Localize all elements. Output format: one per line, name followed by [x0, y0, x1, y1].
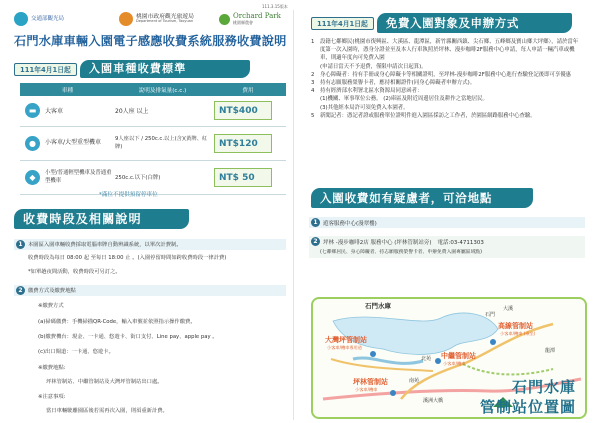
- time-item-2-text: 繳費方式及繳費地點: [28, 288, 76, 294]
- place-daxi: 大溪: [503, 306, 514, 312]
- list-item: 1 設籍七鄰鄉民(桃園市復興區、大溪區、龍潭區，新竹縣關西鎮、尖石鄉、五峰鄉及寶山鄉大坪鄉），請於當年度第一次入園時，憑身分證並至及本人行車執照於坪林、漫步咖啡2F服務中心申請，每人申請一輛汽車或機車，則適年度內可免費入園: [311, 39, 579, 62]
- place-nanyuan: 南苑: [409, 378, 420, 384]
- vehicle-type: 大客車: [45, 108, 64, 116]
- list-item: 4 持有經濟部水利署北區水資源局同意函者：: [311, 88, 423, 95]
- vehicle-type: 小客車/大型重型機車: [45, 139, 102, 146]
- vehicle-type: 小型/普通輕型機車及普通重型機車: [45, 170, 112, 184]
- orchard-park-sub: 桃園縣農會: [233, 19, 253, 25]
- contact-item-1-text: 遊客服務中心(漫翠樓): [323, 220, 377, 227]
- place-bridge: 溪洲大橋: [423, 398, 444, 404]
- scooter-icon: ◆: [25, 170, 40, 185]
- taoyuan-emblem-icon: [119, 12, 133, 26]
- fees-date-tag: 111年4月1日起: [14, 63, 77, 76]
- pay-methods-title: ※繳費方式: [38, 303, 64, 309]
- list-item: 2 身心障礙者：持有手冊或身心障礙卡等相關證明，至坪林-漫步咖啡2F服務中心進行查驗登記後即可享優惠: [311, 71, 572, 78]
- station-dawanping-sub: 小客車/機車專用道: [327, 345, 362, 350]
- map-title-line2: 管制站位置圖: [479, 398, 576, 416]
- col-description: 說明及排氣量(c.c.): [115, 83, 210, 96]
- version-text: 111.3.15版本: [262, 4, 288, 9]
- fees-section-header: [14, 60, 250, 78]
- vehicle-desc: 250c.c.以下(白牌): [115, 160, 210, 194]
- number-badge: 2: [311, 237, 320, 246]
- contact-phone: 電話:03-4711303: [437, 239, 484, 246]
- trail: [463, 364, 553, 374]
- station-marker: [490, 339, 496, 345]
- pay-method-b: (b)繳費機台：現金、一卡通、悠遊卡、街口支付、Line pay、apple pay 。: [38, 334, 218, 340]
- place-beiyuan: 北苑: [421, 356, 432, 362]
- bus-icon: ▬: [25, 103, 40, 118]
- number-badge: 1: [311, 218, 320, 227]
- taoyuan-name-en: Department of Tourism, Taoyuan: [136, 19, 194, 24]
- table-row: [20, 96, 286, 126]
- pay-method-c: (c)出口閘道：一卡通、悠遊卡。: [38, 349, 114, 355]
- fee-table: [20, 83, 286, 195]
- logo-row: [14, 9, 286, 29]
- col-fee: 費用: [210, 83, 286, 96]
- map-title-line1: 石門水庫: [511, 378, 576, 396]
- fee-value: NT$400: [214, 101, 272, 120]
- contact-item-2-text: 坪林 -漫步咖啡2店 服務中心 (坪林管制站旁): [323, 239, 432, 246]
- station-marker: [370, 351, 376, 357]
- tourism-bureau-logo: [14, 9, 114, 29]
- place-shimen: 石門: [485, 312, 496, 318]
- fee-value: NT$ 50: [214, 168, 272, 187]
- time-item-1: [16, 240, 286, 250]
- time-item-2: [16, 286, 286, 296]
- number-badge: 1: [16, 240, 25, 249]
- exempt-heading: 免費入園對象及申辦方式: [377, 13, 572, 33]
- station-highline-sub: 小客車/機車 (乘坐): [500, 331, 536, 336]
- exempt-list: [311, 38, 583, 120]
- list-item: 5 新聞記者：憑記者證或服務單位證明件進入園區採訪之工作者，於園區網路服務中心查驗。: [311, 112, 536, 119]
- taoyuan-name: 桃園市政府觀光旅遊局: [136, 13, 194, 20]
- tourism-emblem-icon: [14, 12, 28, 26]
- contact-item-2-note: (七鄰鄉居民、身心障礙者、持志願服務榮譽卡者、申辦免費入園專屬區域點): [320, 250, 483, 255]
- station-relay-sub: 小客車/機車: [443, 361, 466, 366]
- notice-title: ※注意事項:: [38, 394, 66, 400]
- vehicle-desc: 9人座以下 / 250c.c.以上(含)(黃牌、紅牌): [115, 126, 210, 160]
- station-location-map: [311, 297, 587, 419]
- fee-value: NT$120: [214, 134, 272, 153]
- list-item: (申請日當天不予退費，僅限申請次日起算)。: [320, 63, 427, 70]
- pay-location-title: ※繳費地點:: [38, 365, 66, 371]
- list-item: (3)其他經本局許可須免費入本園者。: [320, 104, 409, 111]
- col-vehicle: 車種: [20, 83, 115, 96]
- contact-item-1: [311, 218, 583, 227]
- station-relay: 中繼管制站: [441, 352, 476, 360]
- map-title: [480, 377, 576, 417]
- number-badge: 2: [16, 286, 25, 295]
- fee-table-header: [20, 83, 286, 96]
- time-item-1-text: 本園區入園車輛收費採取電腦車牌自動辨識系統，以單次計費制。: [28, 242, 182, 248]
- river: [353, 358, 423, 363]
- night-note: *如單趟夜間活動，收費時段可另訂之。: [28, 269, 121, 275]
- tourism-bureau-name: 交通部觀光局: [31, 15, 65, 22]
- taoyuan-logo: [119, 9, 214, 29]
- time-section-header: [14, 210, 189, 228]
- place-longtan: 龍潭: [545, 348, 556, 354]
- pay-location-text: 坪林管制站、中繼管制站及大灣坪管制站出口處。: [46, 379, 163, 385]
- vehicle-desc: 20人座 以上: [115, 96, 210, 126]
- list-item: (1)機關、軍事單位公務。 (2)庫區及附近周邊居住及耕作之當地居民。: [320, 96, 488, 103]
- fees-note: *滿位不提供預留停車位: [99, 192, 158, 198]
- page-title: 石門水庫車輛入園電子感應收費系統服務收費說明: [14, 34, 287, 48]
- reservoir-label: 石門水庫: [365, 302, 391, 310]
- list-item: 3 持有志願服務榮譽卡者，應持相關證件(同身心障礙者申辦方式)。: [311, 80, 476, 87]
- exempt-section-header: [311, 13, 572, 33]
- column-divider: [293, 10, 294, 420]
- orchard-park-logo: [219, 9, 289, 29]
- time-heading: 收費時段及相關說明: [14, 209, 189, 229]
- station-highline: 高線管制站: [498, 322, 533, 330]
- exempt-date-tag: 111年4月1日起: [311, 17, 374, 30]
- car-icon: ●: [25, 136, 40, 151]
- contact-item-2: [311, 237, 583, 246]
- orchard-park-name: Orchard Park: [233, 11, 281, 20]
- table-row: [20, 126, 286, 160]
- station-pinglin-sub: 小客車/機車: [355, 387, 378, 392]
- orchard-leaf-icon: [219, 14, 230, 25]
- fees-heading: 入園車種收費標準: [80, 60, 250, 78]
- station-pinglin: 坪林管制站: [353, 378, 388, 386]
- pay-method-a: (a)掃碼繳費：手機掃描QR-Code，輸入車號並依照指示操作繳費。: [38, 319, 196, 325]
- charge-hours: 收費時段為每日 08:00 起 至每日 18:00 止 。(入園停留時間如跨收費時段一律計費): [28, 255, 227, 261]
- contact-heading: 入園收費如有疑慮者，可洽地點: [311, 188, 533, 208]
- contact-section-header: [311, 188, 533, 208]
- station-dawanping: 大灣坪管制站: [325, 336, 367, 344]
- notice-text: 當日車輛駛離園區後若需再次入園，則須重新計費。: [46, 408, 168, 414]
- table-row: [20, 160, 286, 194]
- station-marker: [390, 390, 396, 396]
